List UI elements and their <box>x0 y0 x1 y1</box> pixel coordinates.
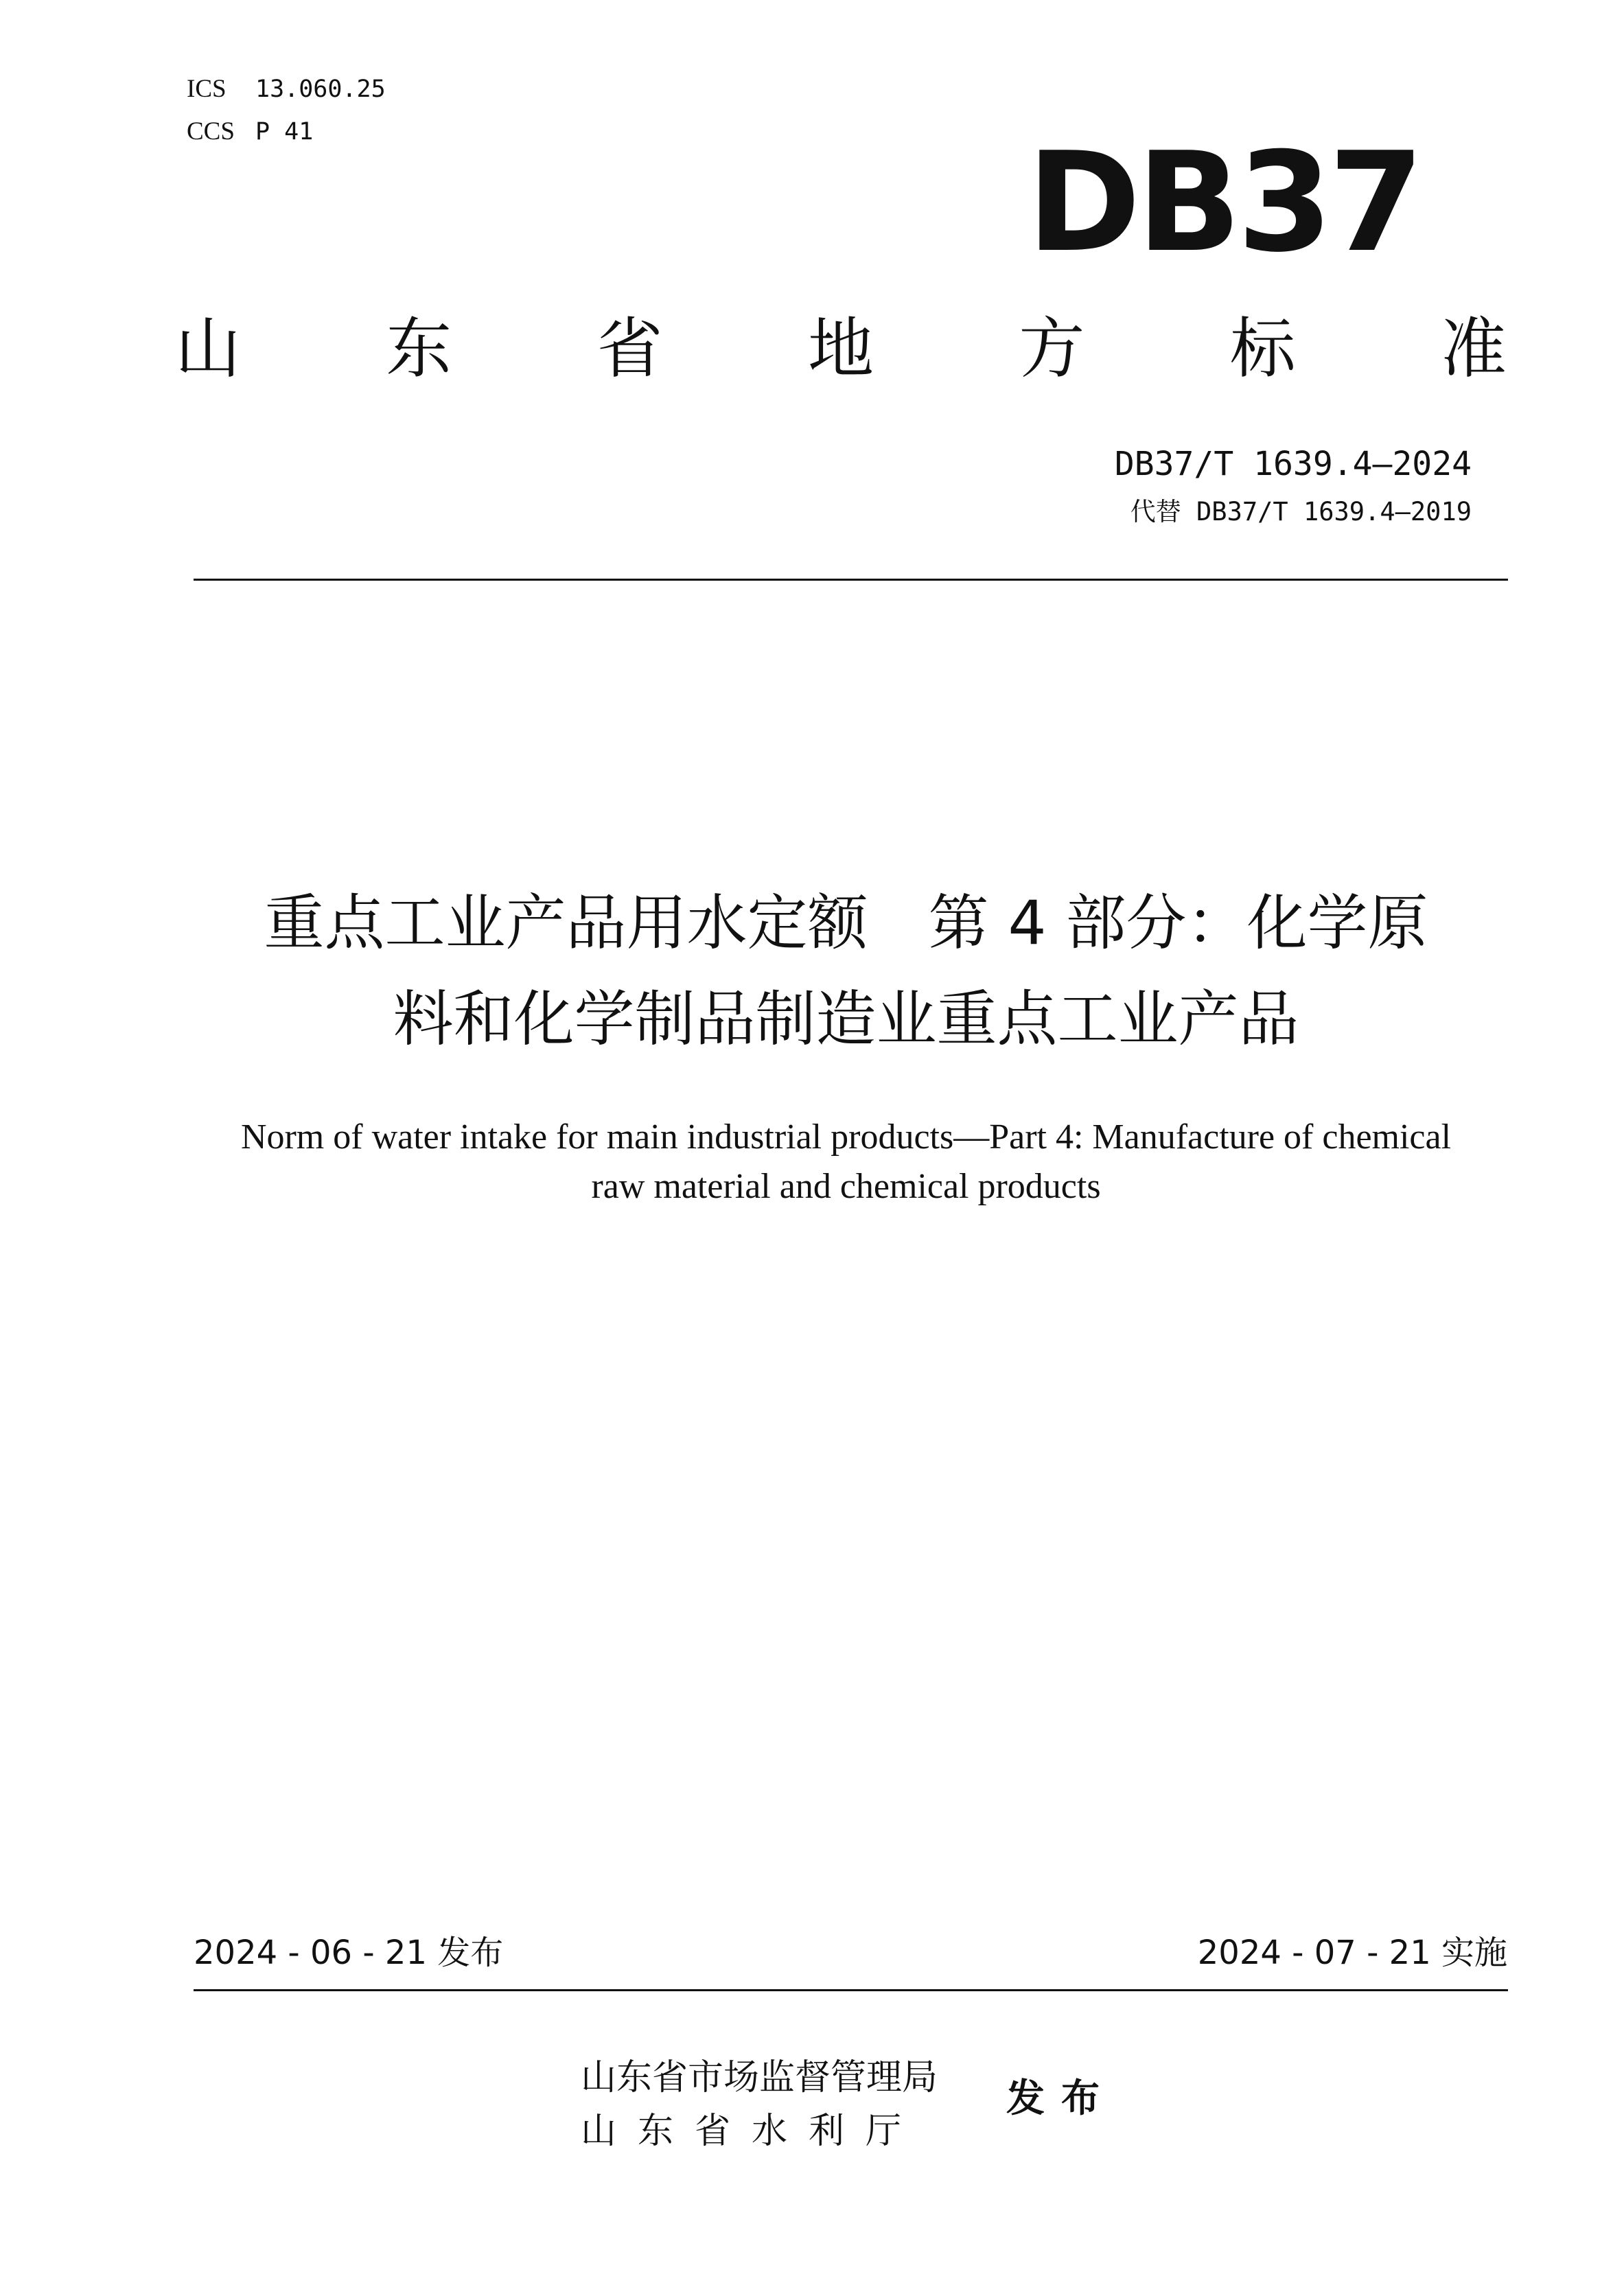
chinese-title <box>178 875 1513 1067</box>
standard-type-char: 省 <box>596 310 663 387</box>
issuer-water-resources: 山东省水利厅 <box>581 2111 923 2152</box>
implementation-date: 2024 - 07 - 21 实施 <box>1197 1934 1507 1972</box>
standard-type-char: 山 <box>175 310 241 387</box>
issuing-authorities <box>581 2051 938 2158</box>
standard-number: DB37/T 1639.4—2024 <box>1114 445 1472 483</box>
english-title <box>178 1113 1513 1211</box>
ics-label: ICS <box>187 75 227 103</box>
standard-type-heading <box>175 308 1507 390</box>
replaced-standard: 代替 DB37/T 1639.4—2019 <box>1130 497 1472 526</box>
standard-type-char: 地 <box>807 310 874 387</box>
standard-type-char: 方 <box>1019 310 1085 387</box>
english-title-line-2: raw material and chemical products <box>591 1167 1101 1206</box>
ics-row <box>187 74 386 117</box>
english-title-line-1: Norm of water intake for main industrial products—Part 4: Manufacture of chemical <box>240 1117 1452 1157</box>
header-divider <box>194 579 1508 581</box>
issuer-market-supervision: 山东省市场监督管理局 <box>581 2057 938 2098</box>
ccs-value: P 41 <box>255 118 314 146</box>
publish-label: 发布 <box>1006 2076 1116 2121</box>
db37-logo: DB37 <box>1027 123 1420 283</box>
standard-type-char: 东 <box>386 310 452 387</box>
issue-date: 2024 - 06 - 21 发布 <box>194 1934 504 1972</box>
standard-type-char: 准 <box>1440 310 1507 387</box>
ccs-label: CCS <box>187 117 235 146</box>
ccs-row <box>187 117 386 159</box>
footer-divider <box>194 1989 1508 1991</box>
chinese-title-line-1: 重点工业产品用水定额 第 4 部分：化学原 <box>264 888 1428 958</box>
ics-value: 13.060.25 <box>255 76 386 103</box>
standard-type-char: 标 <box>1229 310 1296 387</box>
classification-codes <box>187 74 386 159</box>
chinese-title-line-2: 料和化学制品制造业重点工业产品 <box>393 984 1299 1054</box>
